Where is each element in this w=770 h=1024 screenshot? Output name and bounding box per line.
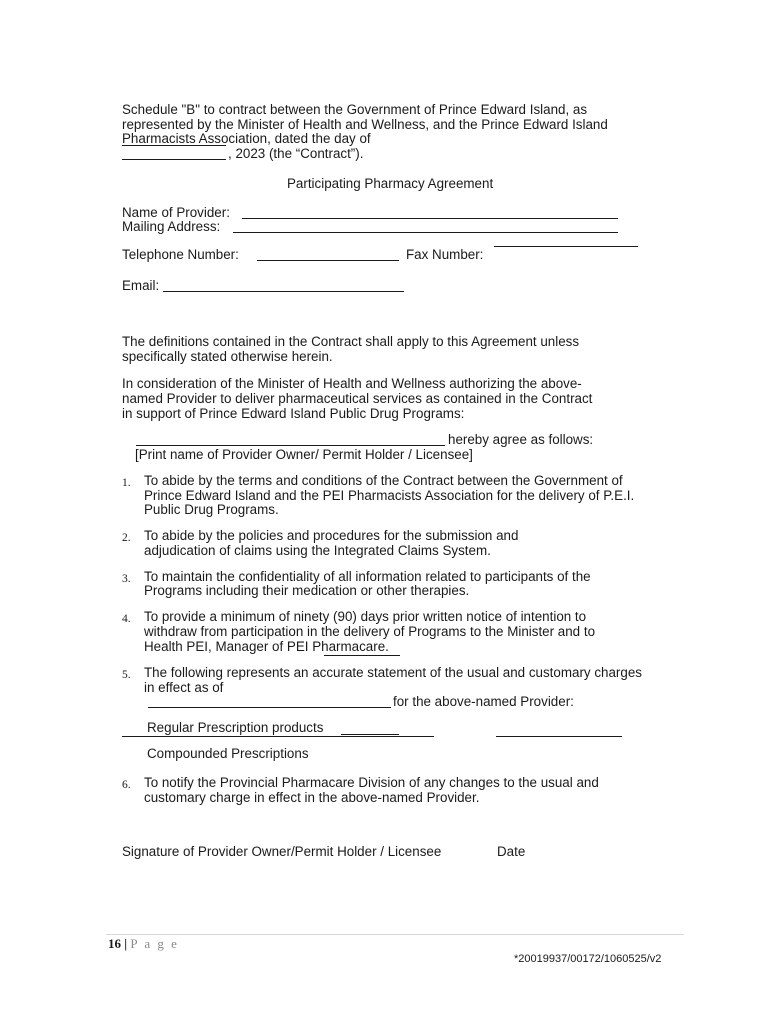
date-label: Date [497,844,526,859]
item-1-line-3: Public Drug Programs. [144,502,279,517]
item-1-number: 1. [122,477,131,489]
item-4-line-3: Health PEI, Manager of PEI Pharmacare. [144,639,389,654]
header-line-3: Pharmacists Association, dated the day of [122,131,371,146]
effective-date-field[interactable] [148,707,391,708]
agree-caption: [Print name of Provider Owner/ Permit Holder / Licensee] [135,447,473,462]
consideration-line-1: In consideration of the Minister of Health and Wellness authorizing the above- [122,376,582,391]
contract-day-blank[interactable] [122,145,226,146]
item-6-number: 6. [122,779,131,791]
provider-owner-name-field[interactable] [136,445,445,446]
page-number: 16 [108,936,121,951]
item-5-line-1: The following represents an accurate statement of the usual and customary charges [144,665,642,680]
page-word: P a g e [130,936,179,951]
item-5-number: 5. [122,669,131,681]
email-label: Email: [122,278,160,293]
telephone-label: Telephone Number: [122,247,239,262]
mailing-address-field-line-2[interactable] [494,246,638,247]
item-5-line-2: in effect as of [144,680,224,695]
item-1-line-1: To abide by the terms and conditions of the Contract between the Government of [144,473,623,488]
compounded-prescription-label: Compounded Prescriptions [147,746,309,761]
provider-name-label: Name of Provider: [122,205,230,220]
header-line-4: , 2023 (the “Contract”). [228,146,364,161]
regular-prescription-blank[interactable] [341,734,399,735]
item-1-line-2: Prince Edward Island and the PEI Pharmacists Association for the delivery of P.E.I. [144,488,635,503]
item-2-line-1: To abide by the policies and procedures for the submission and [144,528,519,543]
item-6-line-2: customary charge in effect in the above-named Provider. [144,790,480,805]
item-2-line-2: adjudication of claims using the Integrated Claims System. [144,543,491,558]
signature-label: Signature of Provider Owner/Permit Holder / Licensee [122,844,442,859]
item-2-number: 2. [122,532,131,544]
mailing-address-field[interactable] [233,232,618,233]
item-6-line-1: To notify the Provincial Pharmacare Division of any changes to the usual and [144,775,599,790]
item-4-line-1: To provide a minimum of ninety (90) days prior written notice of intention to [144,609,587,624]
provider-name-field[interactable] [242,218,618,219]
regular-prescription-charge-field[interactable] [496,736,622,737]
fax-label: Fax Number: [406,247,484,262]
item-4-line-2: withdraw from participation in the delivery of Programs to the Minister and to [144,624,596,639]
contract-month-blank[interactable] [122,159,226,160]
telephone-field[interactable] [257,260,399,261]
page-separator: | [124,936,128,951]
item-3-line-1: To maintain the confidentiality of all information related to participants of the [144,569,591,584]
footer-divider [106,934,684,935]
email-field[interactable] [163,291,404,292]
consideration-line-2: named Provider to deliver pharmaceutical services as contained in the Contract [122,391,593,406]
regular-prescription-underline [122,736,434,737]
definitions-line-2: specifically stated otherwise herein. [122,349,333,364]
item-3-line-2: Programs including their medication or other therapies. [144,583,470,598]
mailing-address-label: Mailing Address: [122,219,221,234]
agree-text: hereby agree as follows: [448,432,594,447]
consideration-line-3: in support of Prince Edward Island Public Drug Programs: [122,406,465,421]
header-line-2: represented by the Minister of Health and Wellness, and the Prince Edward Island [122,117,608,132]
pharmacare-underline [324,655,400,656]
definitions-line-1: The definitions contained in the Contract shall apply to this Agreement unless [122,334,580,349]
for-provider-text: for the above-named Provider: [393,694,574,709]
item-3-number: 3. [122,573,131,585]
item-4-number: 4. [122,613,131,625]
document-title: Participating Pharmacy Agreement [287,176,494,191]
document-id: *20019937/00172/1060525/v2 [514,953,662,965]
header-line-1: Schedule "B" to contract between the Government of Prince Edward Island, as [122,102,588,117]
page-number-footer [108,937,179,952]
regular-prescription-label: Regular Prescription products [147,720,324,735]
